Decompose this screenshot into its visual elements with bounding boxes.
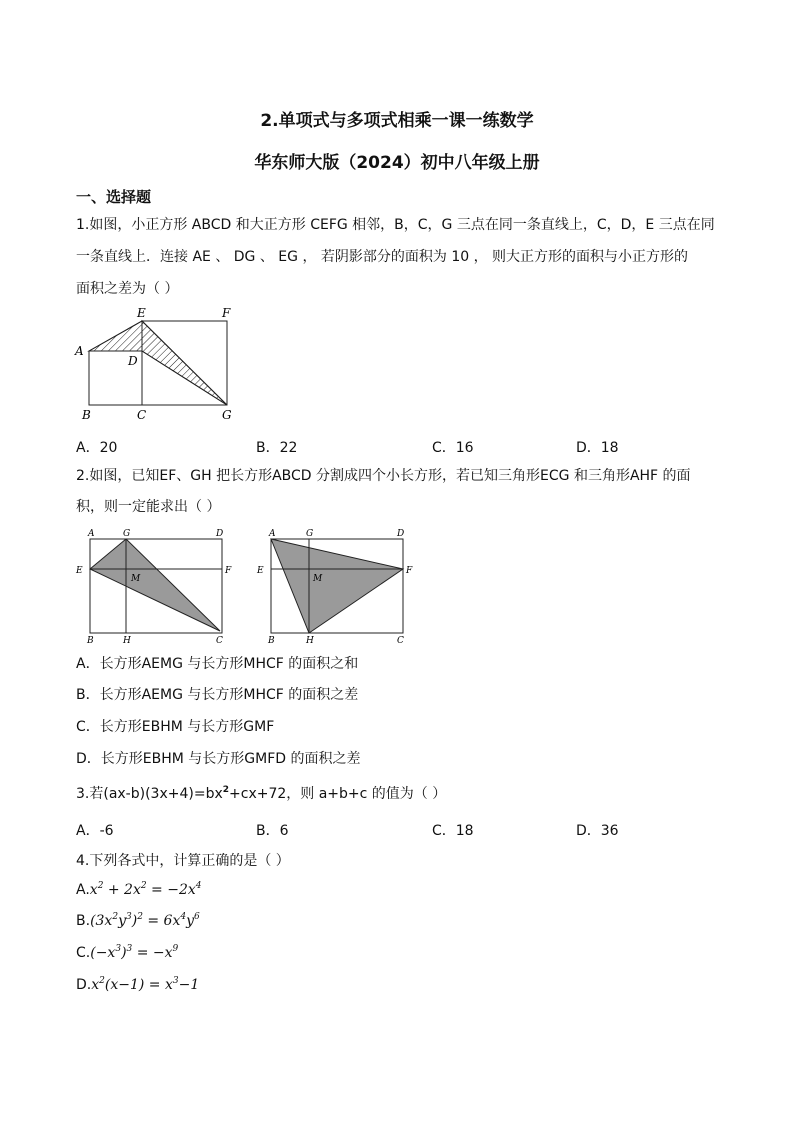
doc-subtitle: 华东师大版（2024）初中八年级上册 — [254, 153, 540, 173]
q3-stem: 3.若$(ax-b)(3x+4)=bx^2+cx+72$，则 a+b+c 的值为（ ） — [76, 785, 447, 802]
q2-figure-left — [74, 523, 234, 645]
q2-option-b: B．长方形AEMG 与长方形MHCF 的面积之差 — [76, 687, 359, 703]
svg-text:B: B — [87, 636, 94, 645]
q1-label-g: G — [222, 408, 232, 422]
q2-figure-right — [255, 523, 415, 645]
q4-option-a: $A.x^2 + 2x^2 = -2x^4$ — [76, 881, 202, 898]
q1-option-d: D．18 — [576, 440, 619, 456]
svg-text:B: B — [268, 636, 275, 645]
svg-text:H: H — [306, 636, 314, 645]
svg-text:E: E — [257, 566, 264, 576]
q2-shade-ecg — [90, 539, 220, 631]
doc-title: 2.单项式与多项式相乘一课一练数学 — [260, 111, 534, 131]
q1-label-e: E — [137, 306, 146, 320]
q2-option-a: A．长方形AEMG 与长方形MHCF 的面积之和 — [76, 656, 359, 672]
q1-line1: 1.如图，小正方形 ABCD 和大正方形 CEFG 相邻，B，C，G 三点在同一条直线上，C，D，E 三点在同 — [76, 217, 715, 233]
q4-option-d: $D.x^2(x-1) = x^3-1$ — [76, 976, 200, 993]
q4-stem: 4.下列各式中，计算正确的是（ ） — [76, 853, 290, 869]
q3-option-c: C．18 — [432, 823, 474, 839]
svg-text:M: M — [131, 574, 141, 584]
svg-text:A: A — [88, 529, 95, 539]
svg-text:A: A — [269, 529, 276, 539]
q2-line2: 积，则一定能求出（ ） — [76, 499, 221, 515]
q1-option-b: B．22 — [256, 440, 298, 456]
svg-text:F: F — [406, 566, 413, 576]
svg-text:G: G — [306, 529, 314, 539]
section-header: 一、选择题 — [76, 188, 152, 206]
q4-option-c: $C.(-x^3)^3 = -x^9$ — [76, 944, 179, 961]
q2-option-d: D．长方形EBHM 与长方形GMFD 的面积之差 — [76, 751, 361, 767]
q1-option-c: C．16 — [432, 440, 474, 456]
svg-text:F: F — [225, 566, 232, 576]
svg-text:C: C — [216, 636, 223, 645]
svg-text:C: C — [397, 636, 404, 645]
q4-option-b: $B.(3x^2y^3)^2 = 6x^4y^6$ — [76, 912, 200, 929]
q3-option-a: A．-6 — [76, 823, 114, 839]
q1-option-a: A．20 — [76, 440, 118, 456]
q1-label-d: D — [128, 354, 138, 368]
svg-text:G: G — [123, 529, 131, 539]
q2-option-c: C．长方形EBHM 与长方形GMF — [76, 719, 275, 735]
q1-label-b: B — [82, 408, 91, 422]
q1-label-a: A — [75, 344, 84, 358]
q1-label-c: C — [137, 408, 147, 422]
q3-option-b: B．6 — [256, 823, 289, 839]
svg-text:D: D — [216, 529, 224, 539]
q2-shade-ahf — [271, 539, 403, 633]
q1-line2: 一条直线上．连接 AE 、 DG 、 EG ， 若阴影部分的面积为 10 ， 则大正方形的面积与小正方形的 — [76, 249, 689, 265]
q2-line1: 2.如图，已知EF、GH 把长方形ABCD 分割成四个小长方形，若已知三角形ECG 和三角形AHF 的面 — [76, 468, 691, 484]
svg-text:M: M — [313, 574, 323, 584]
svg-text:H: H — [123, 636, 131, 645]
q1-line3: 面积之差为（ ） — [76, 281, 179, 297]
q1-label-f: F — [222, 306, 231, 320]
q3-option-d: D．36 — [576, 823, 619, 839]
svg-text:E: E — [76, 566, 83, 576]
svg-text:D: D — [397, 529, 405, 539]
q1-figure — [72, 302, 242, 424]
